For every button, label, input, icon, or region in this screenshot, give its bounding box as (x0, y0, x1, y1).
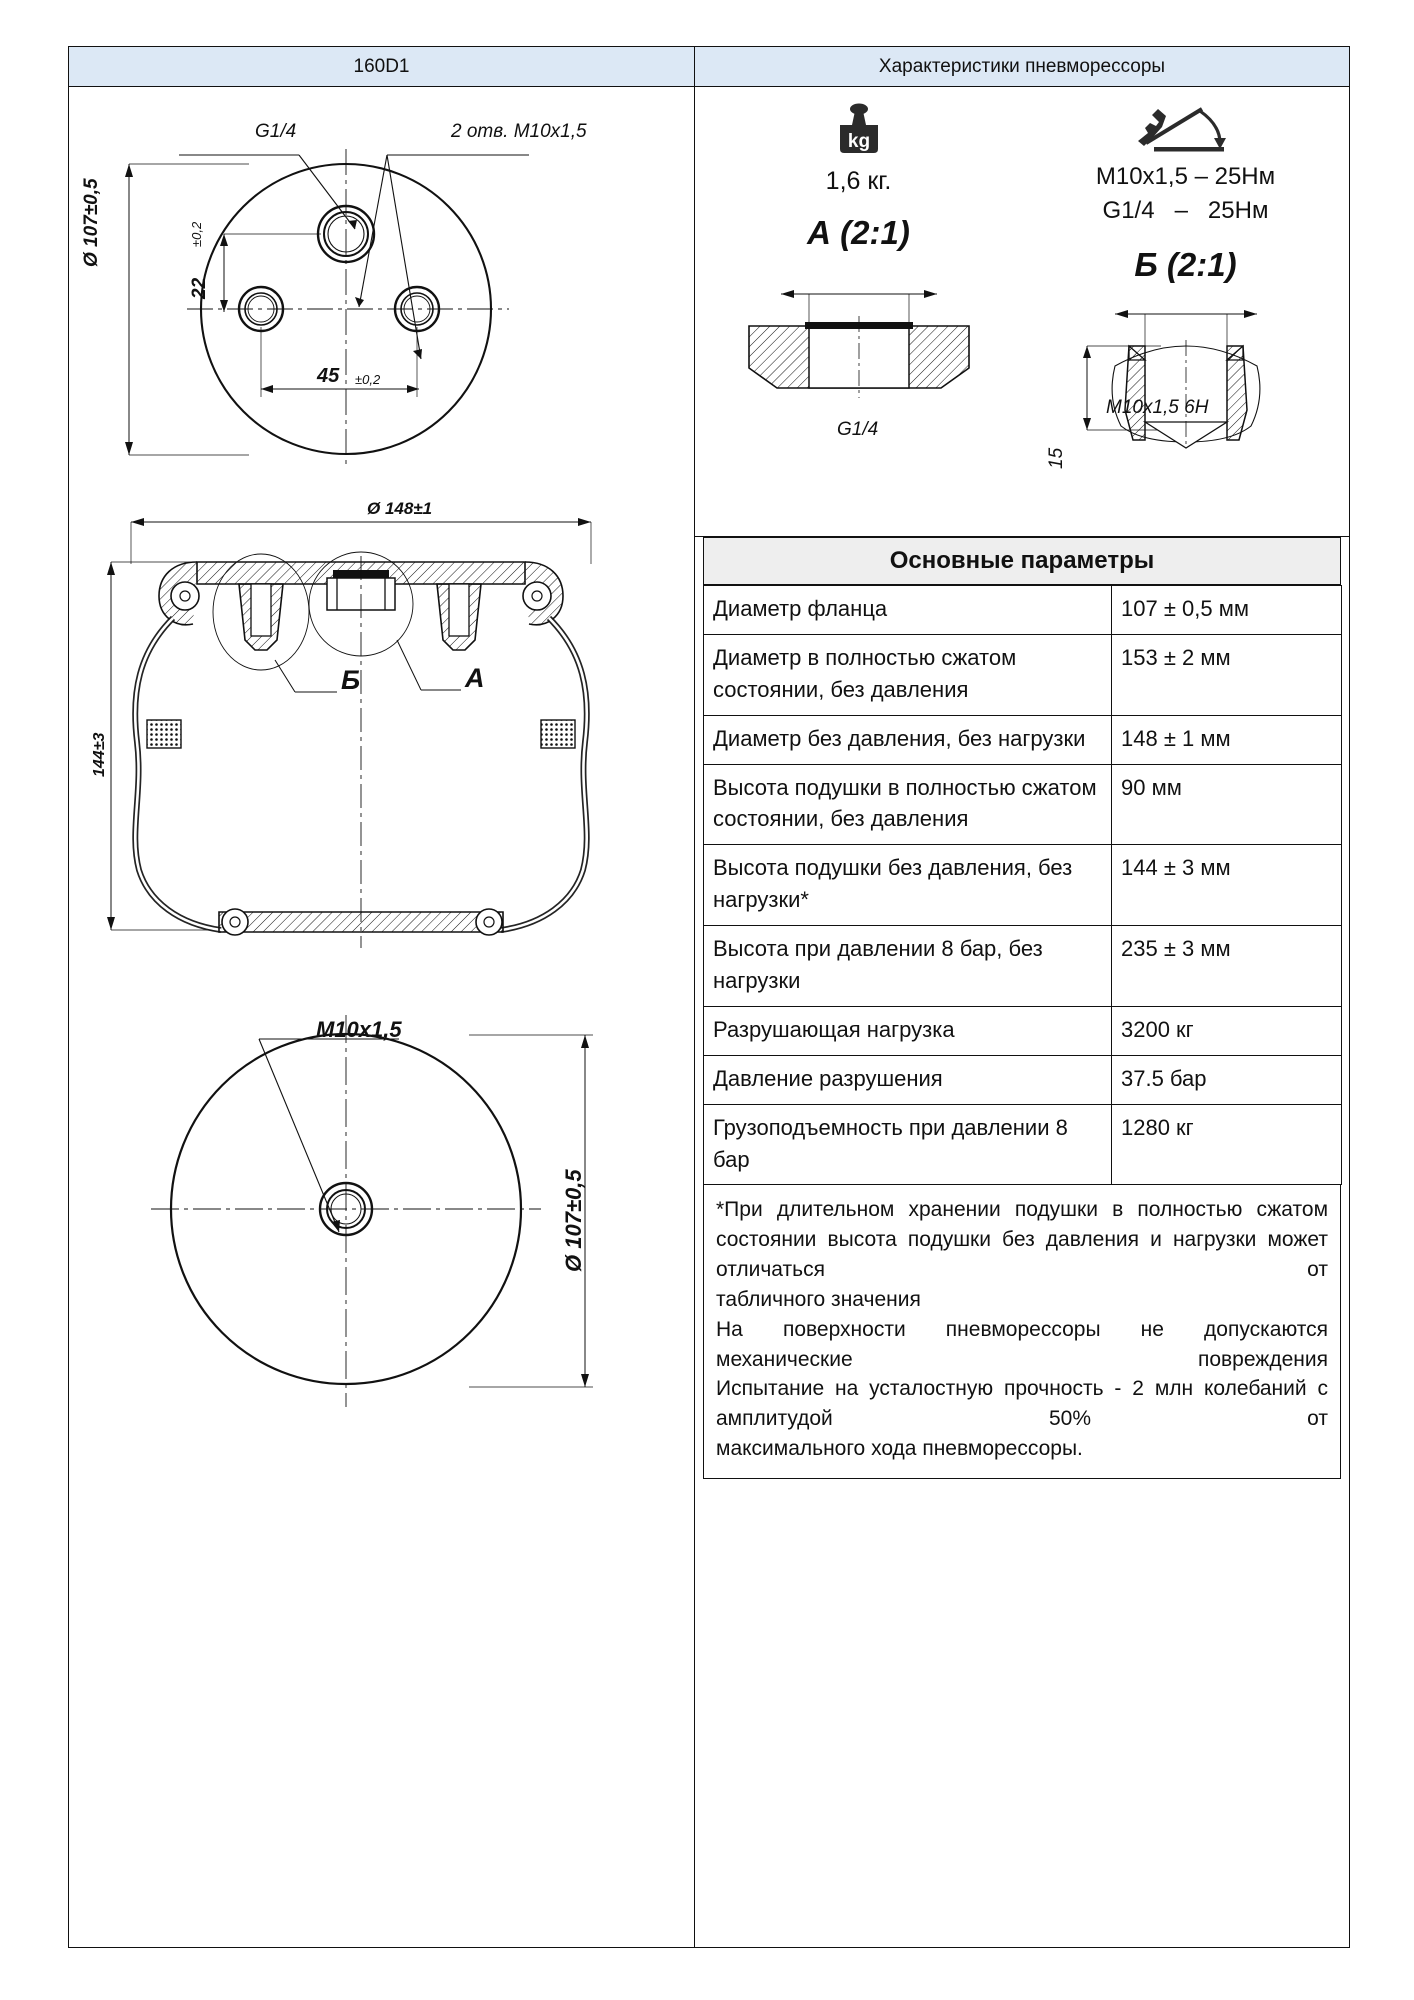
torque-value-line-1: M10x1,5 – 25Нм (1095, 163, 1276, 190)
top-view-label-g14: G1/4 (255, 121, 297, 142)
param-value: 1280 кг (1112, 1104, 1342, 1185)
param-value: 3200 кг (1112, 1006, 1342, 1055)
torque-icon-row (1022, 87, 1349, 159)
spec-icons-strip (695, 87, 1349, 537)
param-value: 107 ± 0,5 мм (1112, 586, 1342, 635)
table-row (704, 1104, 1342, 1185)
param-value: 144 ± 3 мм (1112, 845, 1342, 926)
bottom-view-label-thread: M10x1,5 (316, 1017, 402, 1042)
table-row (704, 586, 1342, 635)
bottom-view-dim-diameter: Ø 107±0,5 (561, 1169, 586, 1272)
section-callout-a: А (465, 663, 485, 693)
weight-value: 1,6 кг. (825, 167, 892, 195)
weight-spec-block (695, 87, 1022, 537)
top-view-dim-vertical-tol: ±0,2 (189, 221, 204, 247)
drawing-sheet-frame (68, 46, 1350, 1948)
detail-b-dim-label: M10x1,5 6H (1106, 397, 1209, 418)
characteristics-label: Характеристики пневморессоры (878, 55, 1166, 77)
detail-a-title: А (2:1) (807, 214, 910, 251)
top-view-dim-horizontal: 45 (317, 365, 340, 387)
footnote-line-5: максимального хода пневморессоры. (716, 1436, 1083, 1460)
torque-spec-block (1022, 87, 1349, 537)
detail-a-drawing (709, 258, 1009, 408)
torque-value-line-2: G1/4 – 25Нм (1102, 197, 1269, 225)
detail-a-dim-label: G1/4 (837, 419, 879, 440)
param-value: 90 мм (1112, 764, 1342, 845)
top-view-dim-diameter: Ø 107±0,5 (81, 178, 102, 267)
param-name: Диаметр в полностью сжатом состоянии, без давления (704, 634, 1112, 715)
table-row (704, 1055, 1342, 1104)
top-view-label-holes: 2 отв. M10x1,5 (451, 121, 587, 142)
detail-b-drawing (1041, 290, 1331, 450)
bottom-flange-view (69, 977, 695, 1427)
param-value: 153 ± 2 мм (1112, 634, 1342, 715)
specifications-column (695, 87, 1349, 1947)
param-value: 235 ± 3 мм (1112, 926, 1342, 1007)
weight-icon-row (695, 87, 1022, 159)
section-dim-height: 144±3 (91, 732, 108, 777)
top-flange-view (69, 97, 695, 497)
section-callout-b: Б (341, 665, 361, 695)
header-characteristics-title (695, 47, 1349, 87)
param-value: 37.5 бар (1112, 1055, 1342, 1104)
param-name: Разрушающая нагрузка (704, 1006, 1112, 1055)
top-view-dim-vertical: 22 (189, 277, 210, 299)
table-row (704, 926, 1342, 1007)
param-name: Диаметр фланца (704, 586, 1112, 635)
model-name: 160D1 (353, 55, 410, 77)
param-name: Высота подушки без давления, без нагрузки* (704, 845, 1112, 926)
footnote-block (703, 1185, 1341, 1478)
param-name: Давление разрушения (704, 1055, 1112, 1104)
section-dim-diameter: Ø 148±1 (367, 499, 433, 518)
detail-b-depth-label: 15 (1046, 447, 1067, 469)
param-name: Высота при давлении 8 бар, без нагрузки (704, 926, 1112, 1007)
weight-kg-icon (830, 103, 888, 159)
footnote-line-1: *При длительном хранении подушки в полностью сжатом состоянии высота подушки без давления и нагрузки может отличаться от (716, 1198, 1328, 1282)
param-value: 148 ± 1 мм (1112, 715, 1342, 764)
parameters-table-title: Основные параметры (703, 537, 1341, 585)
table-row (704, 764, 1342, 845)
header-model-title (69, 47, 695, 87)
drawings-column (69, 87, 695, 1947)
main-parameters-section (695, 537, 1349, 1479)
top-view-dim-horizontal-tol: ±0,2 (355, 372, 381, 387)
footnote-line-4: Испытание на усталостную прочность - 2 млн колебаний с амплитудой 50% от (716, 1377, 1328, 1431)
table-row (704, 845, 1342, 926)
param-name: Высота подушки в полностью сжатом состоянии, без давления (704, 764, 1112, 845)
table-row (704, 1006, 1342, 1055)
table-row (704, 715, 1342, 764)
footnote-line-3: На поверхности пневморессоры не допускаются механические повреждения (716, 1317, 1328, 1371)
parameters-table (703, 585, 1342, 1185)
table-row (704, 634, 1342, 715)
param-name: Диаметр без давления, без нагрузки (704, 715, 1112, 764)
footnote-line-2: табличного значения (716, 1287, 921, 1311)
cross-section-view (69, 492, 695, 972)
svg-text:kg: kg (847, 131, 870, 152)
param-name: Грузоподъемность при давлении 8 бар (704, 1104, 1112, 1185)
detail-b-title: Б (2:1) (1134, 245, 1237, 283)
wrench-torque-icon (1132, 103, 1240, 161)
